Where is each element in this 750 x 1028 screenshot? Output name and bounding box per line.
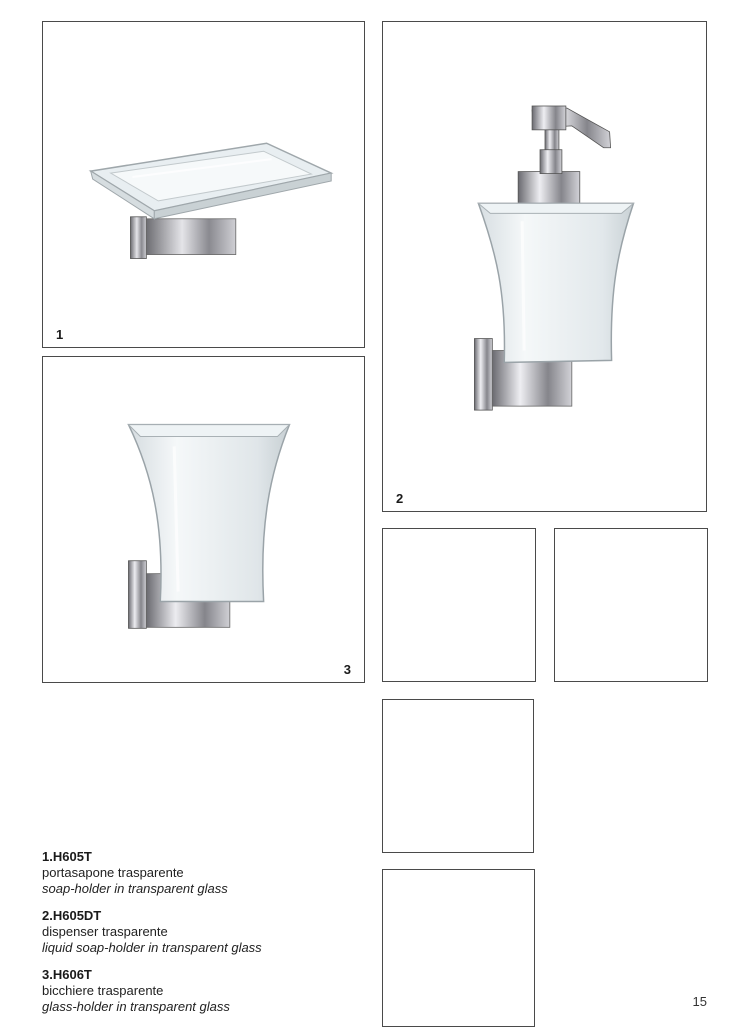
page-number: 15	[692, 994, 707, 1009]
product-code: 2.H605DT	[42, 908, 102, 923]
caption-item	[42, 908, 362, 956]
empty-image-frame	[382, 869, 535, 1027]
photo-frame-glass-holder	[42, 356, 365, 683]
product-code: 3.H606T	[42, 967, 92, 982]
photo-number: 1	[56, 327, 64, 342]
empty-image-frame	[382, 699, 534, 853]
empty-image-frame	[554, 528, 708, 682]
product-name-italian: portasapone trasparente	[42, 865, 184, 880]
photo-number: 3	[343, 662, 351, 677]
photo-number: 2	[396, 491, 404, 506]
product-name-english: soap-holder in transparent glass	[42, 881, 228, 896]
soap-dish-icon	[43, 22, 364, 347]
caption-item	[42, 967, 362, 1015]
product-name-italian: dispenser trasparente	[42, 924, 168, 939]
glass-tumbler-icon	[43, 357, 364, 682]
product-code: 1.H605T	[42, 849, 92, 864]
product-name-italian: bicchiere trasparente	[42, 983, 164, 998]
empty-image-frame	[382, 528, 536, 682]
product-captions	[42, 849, 362, 1026]
caption-item	[42, 849, 362, 897]
photo-frame-dispenser	[382, 21, 707, 512]
product-name-english: glass-holder in transparent glass	[42, 999, 230, 1014]
soap-dispenser-icon	[383, 22, 706, 511]
product-name-english: liquid soap-holder in transparent glass	[42, 940, 262, 955]
photo-frame-soap-holder	[42, 21, 365, 348]
